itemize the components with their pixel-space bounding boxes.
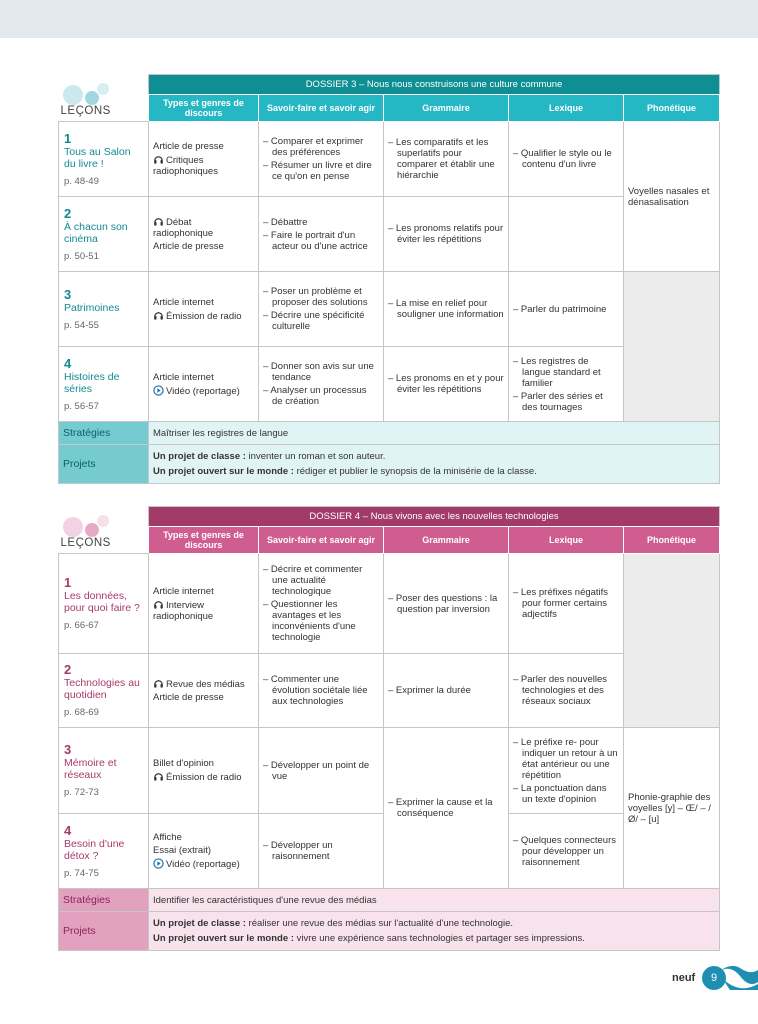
strategies-text: Maîtriser les registres de langue [149,422,720,445]
lesson-title: Besoin d'une détox ? [64,837,125,862]
phonetique-cell: Phonie-graphie des voyelles [y] – Œ/ – /Ø/ – [u] [624,728,720,889]
strategies-row [59,889,720,912]
lesson-pages: p. 66-67 [64,620,99,631]
savoir-cell: – Commenter une évolution sociétale liée aux technologies [259,654,384,728]
col-grammaire: Grammaire [384,527,509,554]
projets-text: Un projet de classe : réaliser une revue des médias sur l'actualité d'une technologie. Un projet ouvert sur le monde : vivre une expérience sans technologies et partager ses impressions. [149,912,720,951]
col-savoir: Savoir-faire et savoir agir [259,95,384,122]
projets-row [59,912,720,951]
types-cell [149,554,259,654]
phonetique-empty-cell [624,272,720,422]
savoir-cell: – Décrire et commenter une actualité technologique – Questionner les avantages et les inconvénients d'une technologie [259,554,384,654]
strategies-text: Identifier les caractéristiques d'une revue des médias [149,889,720,912]
headphones-icon [153,771,164,782]
projets-label: Projets [59,912,149,951]
types-cell [149,347,259,422]
lesson-title: Tous au Salon du livre ! [64,145,131,170]
lesson-number: 2 [64,205,72,221]
media-item: Article de presse [153,141,224,152]
strategies-label: Stratégies [59,889,149,912]
headphones-icon [153,154,164,165]
media-item: Billet d'opinion [153,758,214,769]
lexique-cell: – Quelques connecteurs pour développer un raisonnement [509,814,624,889]
headphones-icon [153,216,164,227]
savoir-cell: – Poser un problème et proposer des solutions – Décrire une spécificité culturelle [259,272,384,347]
lesson-cell[interactable] [59,814,149,889]
lexique-cell: – Les registres de langue standard et familier – Parler des séries et des tournages [509,347,624,422]
strategies-label: Stratégies [59,422,149,445]
lesson-pages: p. 50-51 [64,250,99,262]
col-lexique: Lexique [509,95,624,122]
lecons-label: LEÇONS [60,105,111,117]
col-grammaire: Grammaire [384,95,509,122]
headphones-icon [153,310,164,321]
grammaire-cell: – Les pronoms relatifs pour éviter les répétitions [384,197,509,272]
lesson-cell[interactable] [59,272,149,347]
lecons-label: LEÇONS [60,537,111,549]
lesson-title: Histoires de séries [64,370,120,395]
grammaire-cell: – Les comparatifs et les superlatifs pour comparer et établir une hiérarchie [384,122,509,197]
projets-text: Un projet de classe : inventer un roman et son auteur. Un projet ouvert sur le monde : rédiger et publier le synopsis de la minisérie de la classe. [149,445,720,484]
table-row [59,554,720,654]
media-item: Vidéo (reportage) [153,858,254,870]
savoir-cell: – Comparer et exprimer des préférences – Résumer un livre et dire ce qu'on en pense [259,122,384,197]
lesson-number: 4 [64,355,72,371]
grammaire-cell: – Les pronoms en et y pour éviter les répétitions [384,347,509,422]
lesson-pages: p. 74-75 [64,867,99,879]
phonetique-empty-cell [624,554,720,728]
grammaire-cell: – Poser des questions : la question par inversion [384,554,509,654]
types-cell [149,654,259,728]
play-icon [153,385,164,396]
lesson-cell[interactable] [59,197,149,272]
lexique-cell: – Parler des nouvelles technologies et des réseaux sociaux [509,654,624,728]
projets-label: Projets [59,445,149,484]
lesson-number: 3 [64,742,72,757]
play-icon [153,858,164,869]
headphones-icon [153,599,164,610]
grammaire-cell: – Exprimer la cause et la conséquence [384,728,509,889]
table-row [59,197,720,272]
types-cell [149,122,259,197]
table-row [59,347,720,422]
media-item: Article internet [153,296,214,308]
media-item: Émission de radio [153,771,254,783]
lesson-cell[interactable] [59,728,149,814]
table-row [59,728,720,814]
col-types: Types et genres de discours [149,95,259,122]
col-phonetique: Phonétique [624,527,720,554]
types-cell [149,814,259,889]
projets-row [59,445,720,484]
lesson-number: 1 [64,130,72,146]
types-cell [149,272,259,347]
lexique-cell [509,197,624,272]
col-types: Types et genres de discours [149,527,259,554]
table-row [59,272,720,347]
col-savoir: Savoir-faire et savoir agir [259,527,384,554]
savoir-cell: – Développer un point de vue [259,728,384,814]
lesson-number: 4 [64,822,72,838]
lesson-number: 1 [64,575,72,590]
lesson-pages: p. 56-57 [64,400,99,412]
lesson-cell[interactable] [59,554,149,654]
table-row [59,654,720,728]
page-number: 9 [702,966,726,990]
media-item: Article de presse [153,241,224,252]
types-cell [149,197,259,272]
lesson-pages: p. 72-73 [64,787,99,798]
lesson-title: Mémoire et réseaux [64,757,117,781]
lexique-cell: – Qualifier le style ou le contenu d'un livre [509,122,624,197]
dossier-3-table [58,74,720,484]
lexique-cell: – Le préfixe re- pour indiquer un retour à un état antérieur ou une répétition – La ponctuation dans un texte d'opinion [509,728,624,814]
media-item: Débat radiophonique [153,217,214,239]
lesson-title: Les données, pour quoi faire ? [64,590,140,614]
lesson-number: 3 [64,286,72,302]
phonetique-cell: Voyelles nasales et dénasalisation [624,122,720,272]
types-cell [149,728,259,814]
dossier-3-title: DOSSIER 3 – Nous nous construisons une culture commune [149,75,720,95]
col-phonetique: Phonétique [624,95,720,122]
lesson-cell[interactable] [59,122,149,197]
lecons-header [59,507,149,554]
strategies-row [59,422,720,445]
lesson-title: Patrimoines [64,301,120,314]
dossier-4-title: DOSSIER 4 – Nous vivons avec les nouvelles technologies [149,507,720,527]
media-item: Article internet [153,585,214,597]
top-banner [0,0,758,38]
lesson-pages: p. 48-49 [64,175,99,187]
lesson-pages: p. 68-69 [64,707,99,718]
lexique-cell: – Les préfixes négatifs pour former certains adjectifs [509,554,624,654]
savoir-cell: – Donner son avis sur une tendance – Analyser un processus de création [259,347,384,422]
lexique-cell: – Parler du patrimoine [509,272,624,347]
grammaire-cell: – La mise en relief pour souligner une information [384,272,509,347]
lesson-cell[interactable] [59,347,149,422]
dossier-4-table [58,506,720,951]
lecons-header [59,75,149,122]
savoir-cell: – Développer un raisonnement [259,814,384,889]
lesson-cell[interactable] [59,654,149,728]
media-item: Essai (extrait) [153,845,212,856]
savoir-cell: – Débattre – Faire le portrait d'un acteur ou d'une actrice [259,197,384,272]
media-item: Interview radiophonique [153,599,214,622]
lesson-number: 2 [64,662,72,677]
media-item: Vidéo (reportage) [153,385,254,397]
media-item: Affiche [153,832,182,843]
media-item: Article de presse [153,692,224,703]
lesson-pages: p. 54-55 [64,319,99,331]
lesson-title: À chacun son cinéma [64,220,128,245]
dossier-3-section [58,74,719,484]
media-item: Revue des médias [153,678,254,690]
page-word: neuf [672,972,696,984]
col-lexique: Lexique [509,527,624,554]
media-item: Critiques radiophoniques [153,155,218,177]
dossier-4-section [58,506,719,951]
headphones-icon [153,678,164,689]
grammaire-cell: – Exprimer la durée [384,654,509,728]
media-item: Émission de radio [153,310,254,322]
table-row [59,122,720,197]
media-item: Article internet [153,371,214,383]
lesson-title: Technologies au quotidien [64,677,140,701]
